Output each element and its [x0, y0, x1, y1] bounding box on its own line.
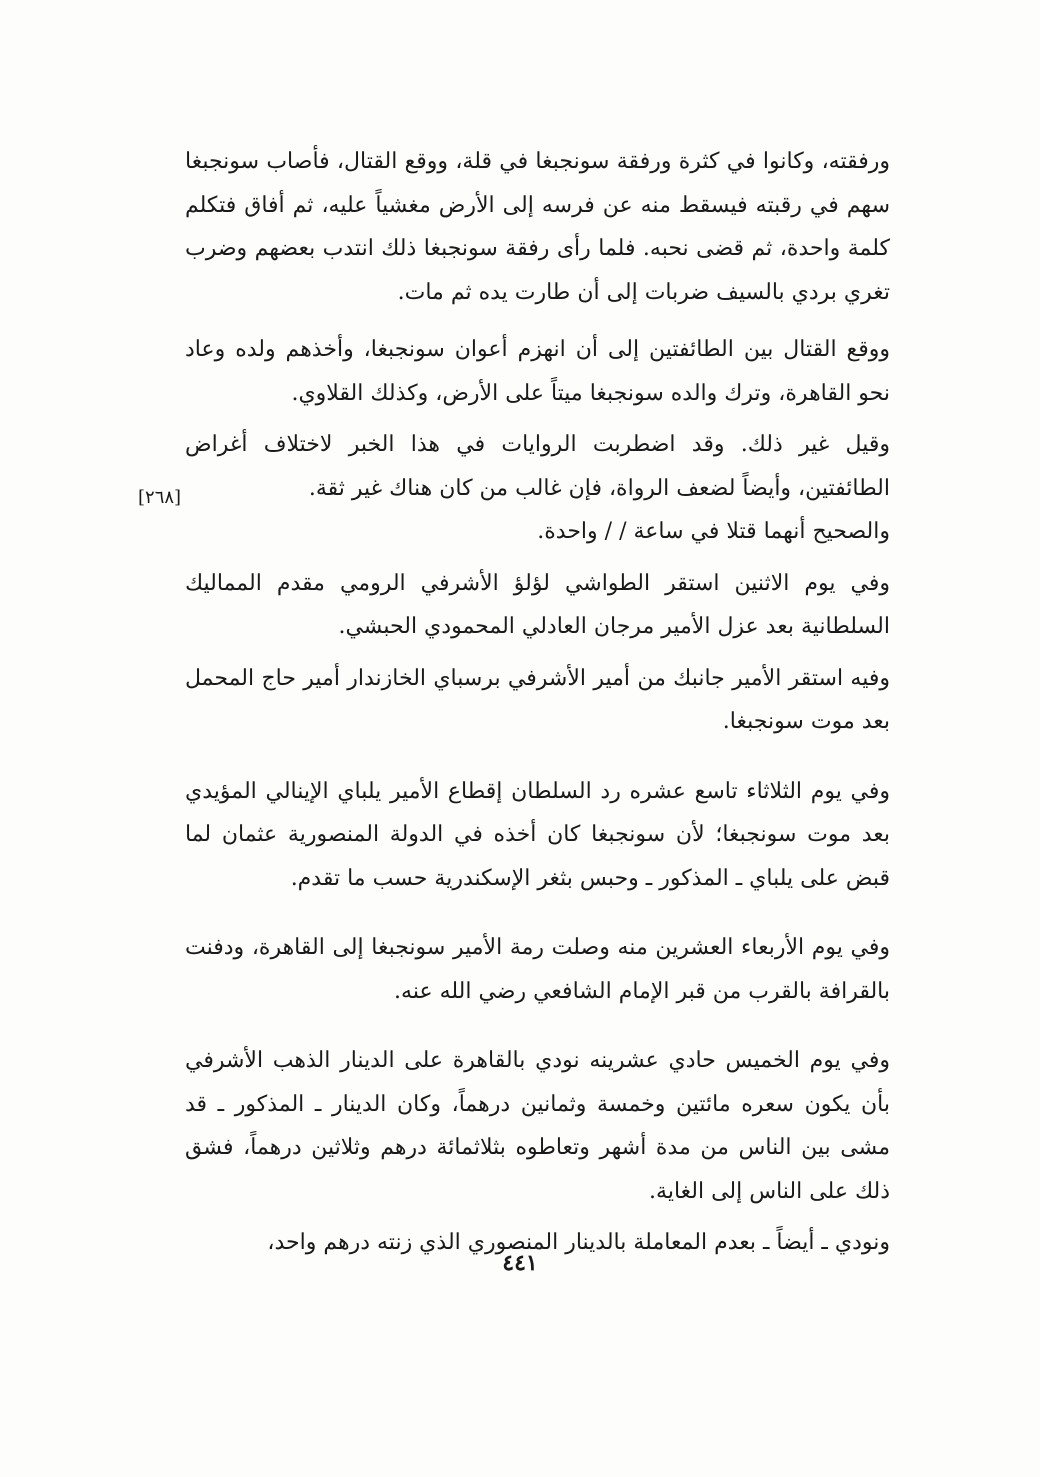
- paragraph-gap: [185, 415, 890, 423]
- paragraph-gap: [185, 744, 890, 770]
- page-number: ٤٤١: [502, 1250, 538, 1276]
- paragraph-gap: [185, 554, 890, 562]
- paragraph-8: وفي يوم الأربعاء العشرين منه وصلت رمة الأمير سونجبغا إلى القاهرة، ودفنت بالقرافة بالقرب من قبر الإمام الشافعي رضي الله عنه.: [185, 935, 890, 1004]
- paragraph-10: ونودي ـ أيضاً ـ بعدم المعاملة بالدينار المنصوري الذي زنته درهم واحد،: [267, 1230, 890, 1255]
- body-text: [185, 140, 890, 1265]
- paragraph-gap: [185, 900, 890, 926]
- paragraph-gap: [185, 314, 890, 328]
- folio-marker: [٢٦٨]: [138, 487, 182, 508]
- paragraph-7: وفي يوم الثلاثاء تاسع عشره رد السلطان إقطاع الأمير يلباي الإينالي المؤيدي بعد موت سونجبغا؛ لأن سونجبغا كان أخذه في الدولة المنصورية عثمان لما قبض على يلباي ـ المذكور ـ وحبس بثغر الإسكندرية حسب ما تقدم.: [185, 778, 890, 891]
- paragraph-4: والصحيح أنهما قتلا في ساعة / / واحدة.: [537, 519, 890, 544]
- paragraph-9: وفي يوم الخميس حادي عشرينه نودي بالقاهرة على الدينار الذهب الأشرفي بأن يكون سعره مائتين وخمسة وثمانين درهماً، وكان الدينار ـ المذكور ـ قد مشى بين الناس من مدة أشهر وتعاطوه بثلاثمائة درهم وثلاثين درهماً، فشق ذلك على الناس إلى الغاية.: [185, 1048, 890, 1204]
- paragraph-2: ووقع القتال بين الطائفتين إلى أن انهزم أعوان سونجبغا، وأخذهم ولده وعاد نحو القاهرة، وترك والده سونجبغا ميتاً على الأرض، وكذلك القلاوي.: [185, 337, 890, 406]
- paragraph-gap: [185, 1013, 890, 1039]
- paragraph-5: وفي يوم الاثنين استقر الطواشي لؤلؤ الأشرفي الرومي مقدم المماليك السلطانية بعد عزل الأمير مرجان العادلي المحمودي الحبشي.: [185, 570, 890, 639]
- paragraph-3: وقيل غير ذلك. وقد اضطربت الروايات في هذا الخبر لاختلاف أغراض الطائفتين، وأيضاً لضعف الرواة، فإن غالب من كان هناك غير ثقة.: [185, 432, 890, 501]
- paragraph-gap: [185, 649, 890, 657]
- paragraph-6: وفيه استقر الأمير جانبك من أمير الأشرفي برسباي الخازندار أمير حاج المحمل بعد موت سونجبغا.: [185, 665, 890, 734]
- paragraph-1: ورفقته، وكانوا في كثرة ورفقة سونجبغا في قلة، ووقع القتال، فأصاب سونجبغا سهم في رقبته فيسقط منه عن فرسه إلى الأرض مغشياً عليه، ثم أفاق فتكلم كلمة واحدة، ثم قضى نحبه. فلما رأى رفقة سونجبغا ذلك انتدب بعضهم وضرب تغري بردي بالسيف ضربات إلى أن طارت يده ثم مات.: [185, 149, 890, 305]
- paragraph-gap: [185, 1213, 890, 1221]
